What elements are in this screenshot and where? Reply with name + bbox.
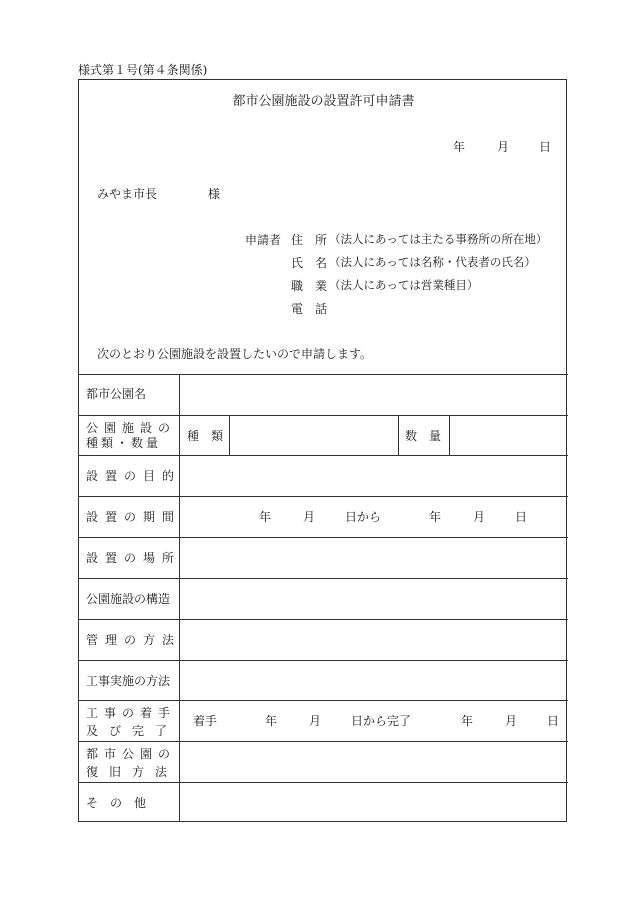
period-start-month: 月	[303, 510, 316, 524]
row-label-purpose: 設置の目的	[86, 469, 182, 483]
row-label-restoration-line2: 復旧方法	[86, 765, 179, 779]
row-label-structure: 公園施設の構造	[86, 592, 171, 606]
applicant-occupation-note: （法人にあっては営業種目）	[329, 278, 479, 292]
construction-end-month: 月	[505, 714, 518, 728]
period-end-day: 日	[515, 510, 528, 524]
applicant-label: 申請者	[245, 233, 282, 247]
row-label-restoration-line1: 都市公園の	[86, 747, 177, 761]
construction-start-label: 着手	[193, 714, 218, 728]
period-end-year: 年	[429, 510, 442, 524]
applicant-occupation-label: 職 業	[291, 279, 328, 293]
row-label-facility-line1: 公園施設の	[86, 421, 177, 435]
date-year-label: 年	[453, 140, 466, 154]
row-label-other: そ の 他	[86, 796, 147, 810]
row-label-management: 管理の方法	[86, 633, 182, 647]
construction-start-month: 月	[309, 714, 322, 728]
application-form	[78, 79, 567, 822]
kind-label: 種 類	[187, 429, 224, 443]
construction-start-day: 日から完了	[351, 714, 412, 728]
row-label-location: 設置の場所	[86, 551, 182, 565]
date-month-label: 月	[497, 140, 510, 154]
addressee-name: みやま市長	[97, 187, 158, 201]
form-number-label: 様式第１号(第４条関係)	[78, 63, 208, 77]
period-end-month: 月	[473, 510, 486, 524]
applicant-name-label: 氏 名	[291, 256, 328, 270]
applicant-address-label: 住 所	[291, 233, 328, 247]
applicant-name-note: （法人にあっては名称・代表者の氏名）	[329, 255, 536, 269]
application-statement: 次のとおり公園施設を設置したいので申請します。	[97, 347, 373, 361]
row-label-park-name: 都市公園名	[86, 387, 147, 401]
row-label-construction-line1: 工事の着手	[86, 706, 177, 720]
period-start-day: 日から	[345, 510, 382, 524]
construction-start-year: 年	[265, 714, 278, 728]
addressee-honorific: 様	[208, 187, 221, 201]
construction-end-year: 年	[461, 714, 474, 728]
row-label-construction-line2: 及び完了	[86, 724, 179, 738]
form-title: 都市公園施設の設置許可申請書	[232, 94, 415, 109]
period-start-year: 年	[259, 510, 272, 524]
applicant-address-note: （法人にあっては主たる事務所の所在地）	[329, 232, 548, 246]
row-label-period: 設置の期間	[86, 510, 182, 524]
construction-end-day: 日	[547, 714, 560, 728]
quantity-label: 数 量	[405, 429, 442, 443]
row-label-facility-line2: 種類・数量	[86, 436, 162, 450]
row-label-construction-method: 工事実施の方法	[86, 674, 171, 688]
applicant-phone-label: 電 話	[291, 302, 328, 316]
date-day-label: 日	[539, 140, 552, 154]
